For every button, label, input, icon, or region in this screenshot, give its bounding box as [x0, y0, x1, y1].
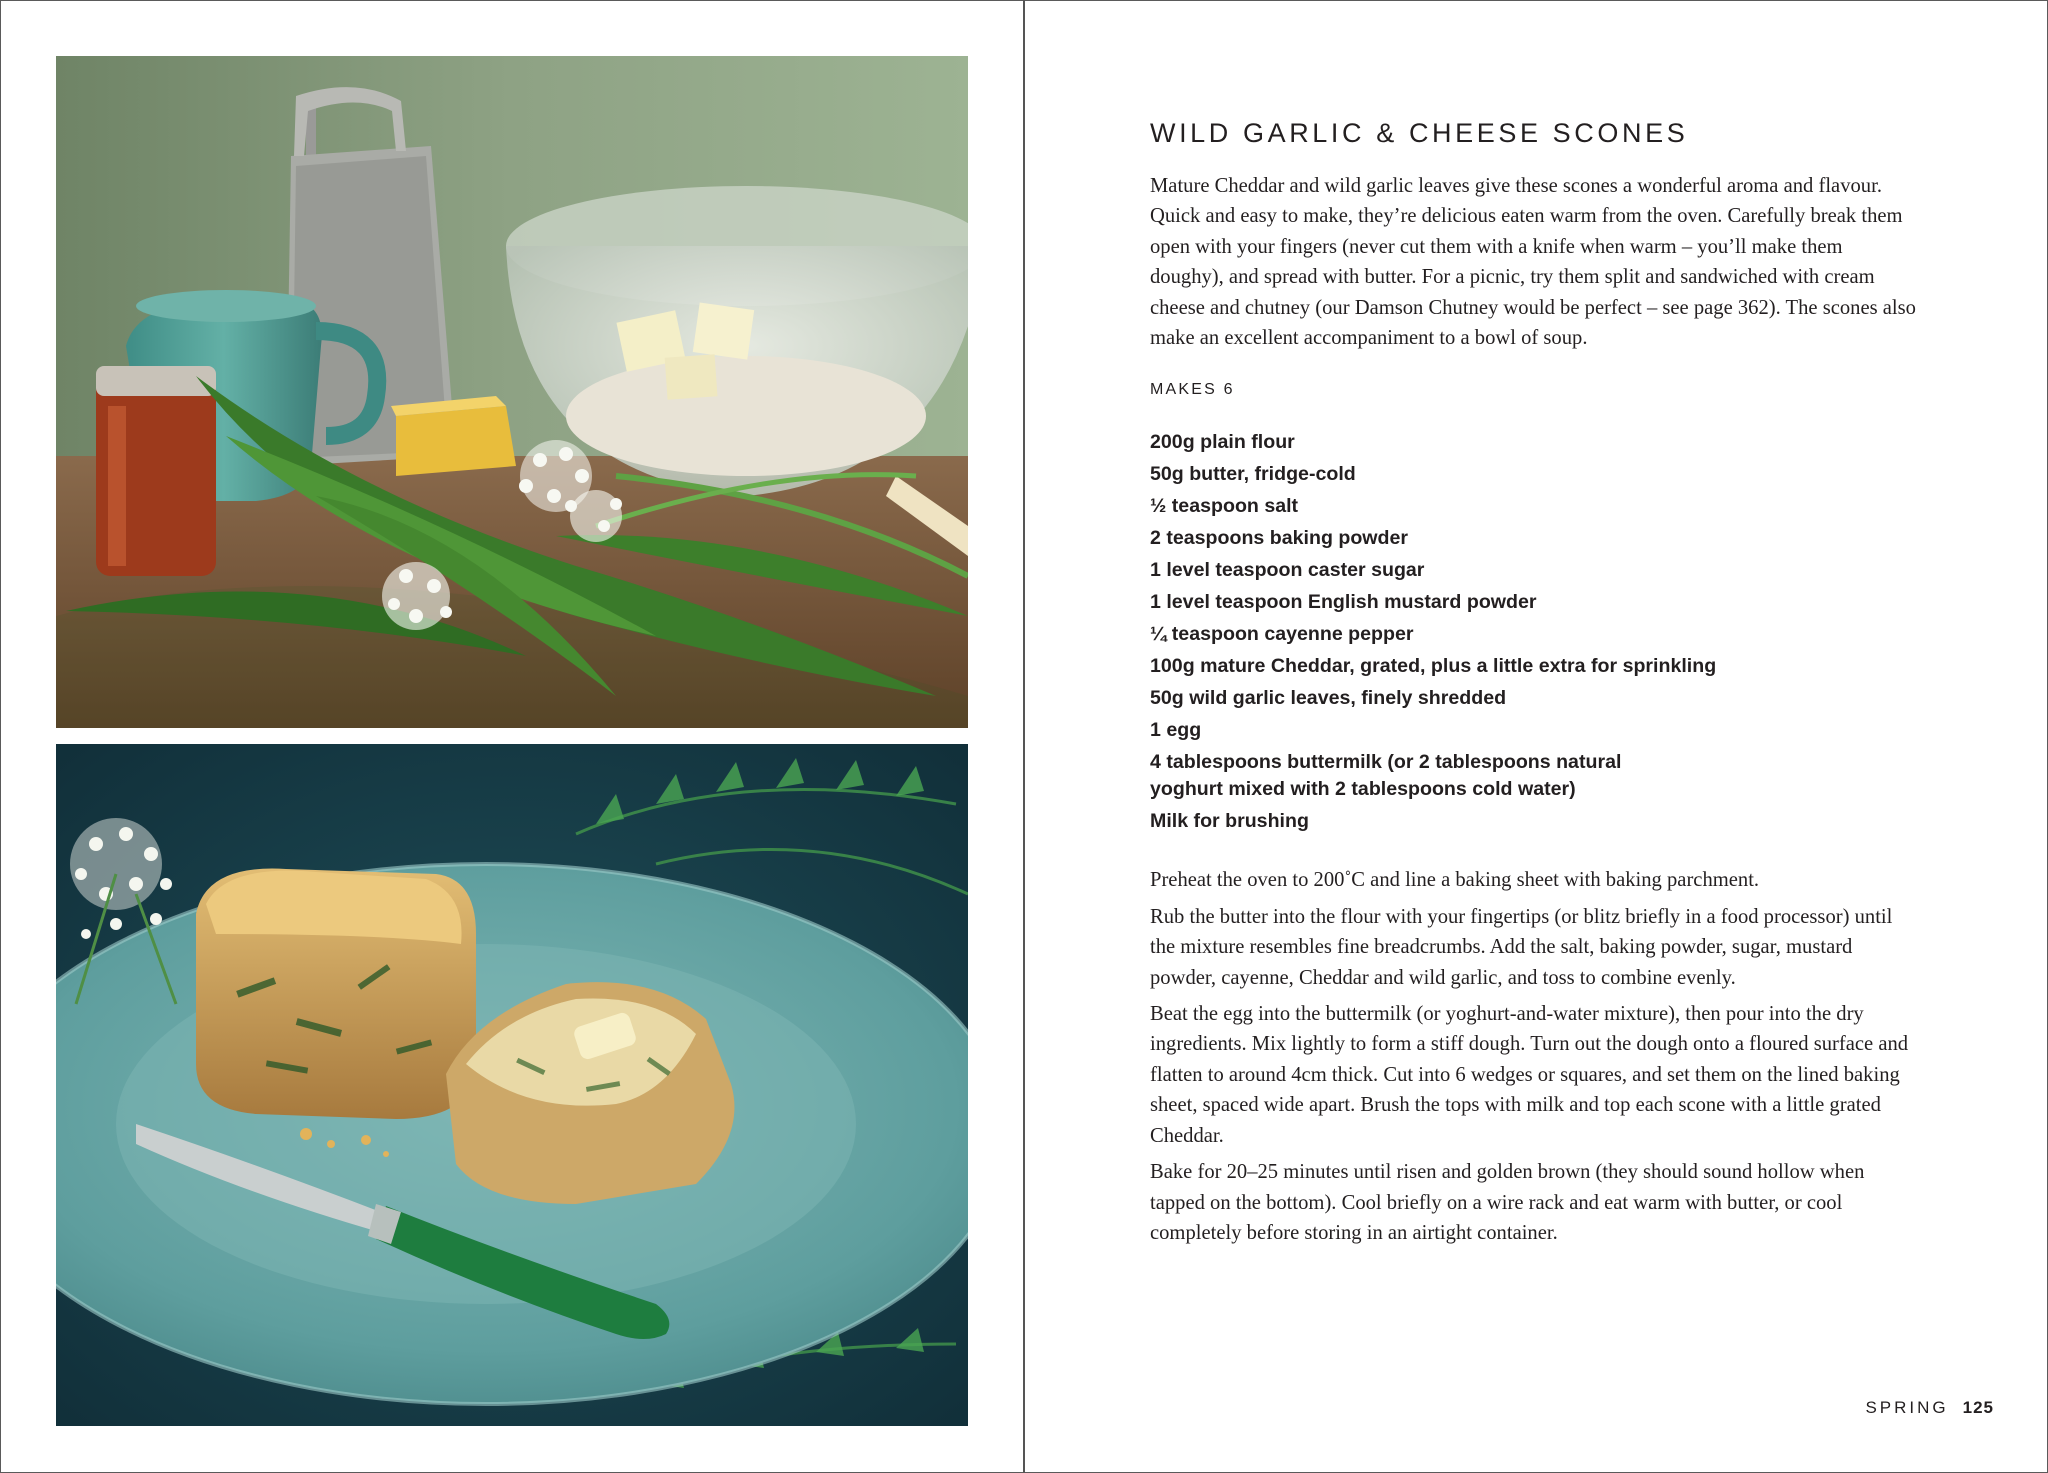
ingredient-item: 1 egg [1150, 719, 1202, 742]
ingredients-photo-illustration [56, 56, 968, 728]
scones-photo-illustration [56, 744, 968, 1426]
method-step: Rub the butter into the flour with your fingertips (or blitz briefly in a food processor) until the mixture resembles fine breadcrumbs. Add the salt, baking powder, sugar, mustard powder, cayenne, Cheddar and wild garlic, and toss to combine evenly. [1150, 905, 1893, 989]
recipe-intro: Mature Cheddar and wild garlic leaves give these scones a wonderful aroma and flavour. Quick and easy to make, they’re delicious eaten warm from the oven. Carefully break them open with your fingers (never cut them with a knife when warm – you’ll make them doughy), and spread with butter. For a picnic, try them split and sandwiched with cream cheese and chutney (our Damson Chutney would be perfect – see page 362). The scones also make an excellent accompaniment to a bowl of soup. [1150, 175, 1916, 350]
section-name: SPRING [1865, 1398, 1949, 1417]
ingredient-item: 50g butter, fridge-cold [1150, 463, 1356, 486]
method-step: Preheat the oven to 200˚C and line a baking sheet with baking parchment. [1150, 869, 1760, 892]
ingredient-item: 4 tablespoons buttermilk (or 2 tablespoons natural yoghurt mixed with 2 tablespoons cold water) [1150, 751, 1622, 801]
ingredient-item: 200g plain flour [1150, 431, 1295, 454]
page-number: 125 [1962, 1398, 1994, 1417]
recipe-title: WILD GARLIC & CHEESE SCONES [1150, 118, 1689, 148]
ingredient-list [1150, 429, 1920, 835]
ingredient-item: 1 level teaspoon English mustard powder [1150, 591, 1537, 614]
ingredient-item: Milk for brushing [1150, 810, 1309, 833]
ingredients-photo [56, 56, 968, 728]
ingredient-item: 50g wild garlic leaves, finely shredded [1150, 687, 1507, 710]
method-steps [1150, 865, 1920, 1248]
ingredient-item: ½ teaspoon salt [1150, 495, 1299, 518]
ingredient-item: 100g mature Cheddar, grated, plus a little extra for sprinkling [1150, 655, 1717, 678]
recipe-page [1150, 118, 1920, 1254]
method-step: Beat the egg into the buttermilk (or yoghurt-and-water mixture), then pour into the dry ingredients. Mix lightly to form a stiff dough. Turn out the dough onto a floured surface and flatten to around 4cm thick. Cut into 6 wedges or squares, and set them on the lined baking sheet, spaced wide apart. Brush the tops with milk and top each scone with a little grated Cheddar. [1150, 1003, 1909, 1147]
page-folio [1865, 1398, 1994, 1418]
method-step: Bake for 20–25 minutes until risen and golden brown (they should sound hollow when tapped on the bottom). Cool briefly on a wire rack and eat warm with butter, or cool completely before storing in an airtight container. [1150, 1161, 1865, 1244]
ingredient-item: ¼ teaspoon cayenne pepper [1150, 623, 1414, 646]
ingredient-item: 1 level teaspoon caster sugar [1150, 559, 1425, 582]
ingredient-item: 2 teaspoons baking powder [1150, 527, 1409, 550]
page-gutter [1023, 0, 1025, 1473]
scones-photo [56, 744, 968, 1426]
recipe-yield: MAKES 6 [1150, 381, 1235, 399]
